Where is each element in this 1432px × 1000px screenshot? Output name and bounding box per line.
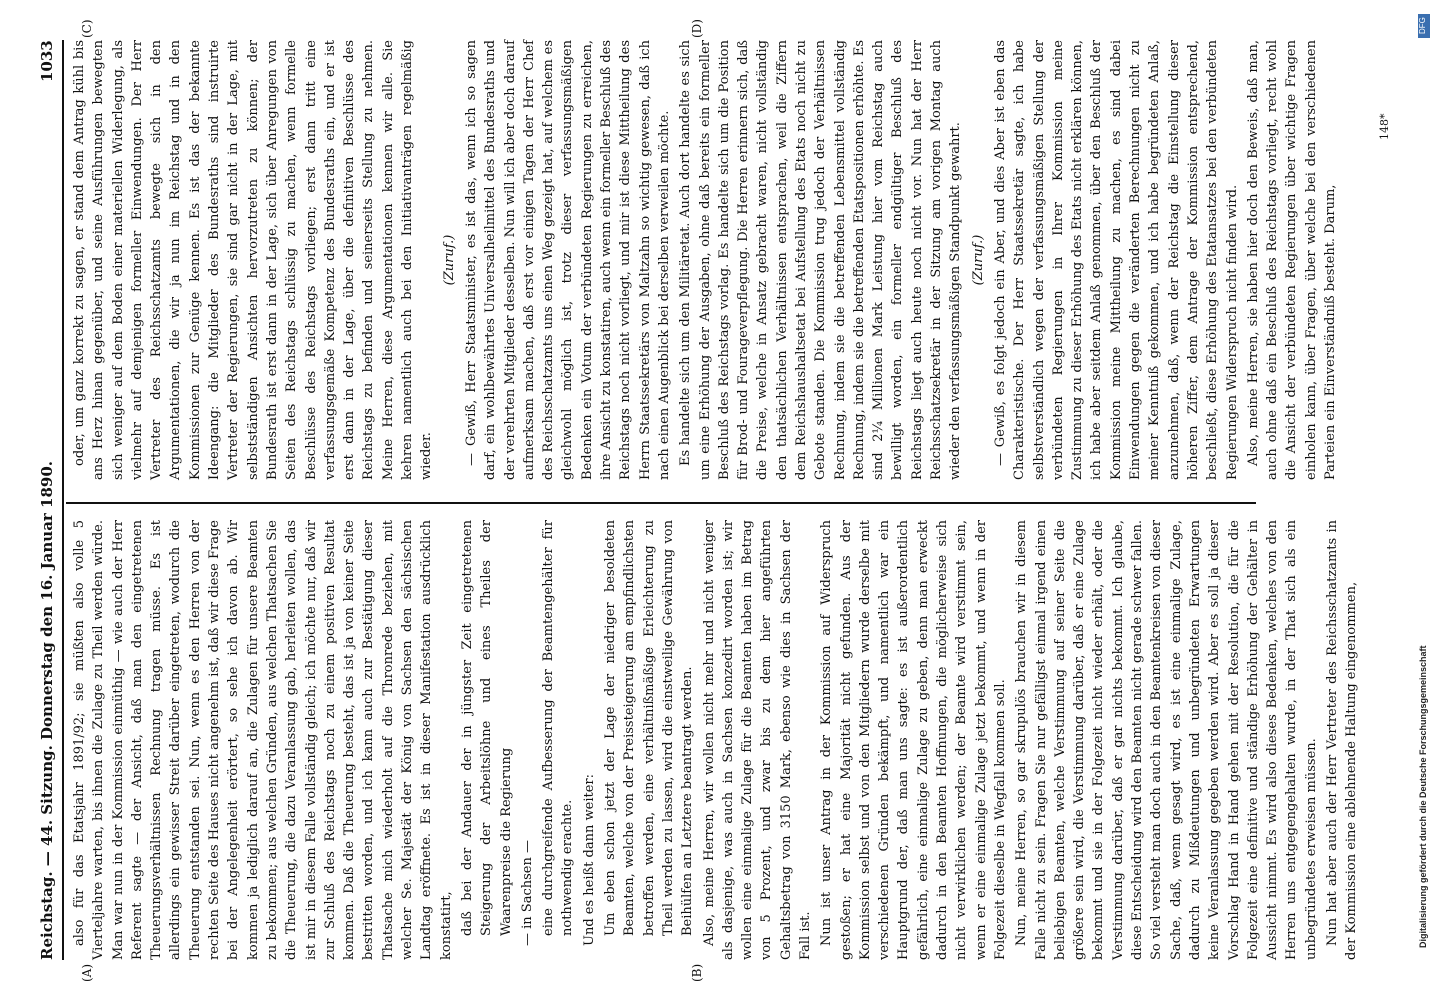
paragraph: Nun hat aber auch der Herr Vertreter des Reichsschatzamts in der Kommission eine ablehnende Haltung eingenommen, — [1325, 520, 1360, 960]
right-column — [70, 40, 1340, 480]
paragraph: — Gewiß, es folgt jedoch ein Aber, und dies Aber ist eben das Charakteristische. Der Herr Staatssekretär sagte, ich habe selbstverständlich wegen der verfassungsmäßigen Stellung der verbündeten Regierungen in Ihrer Kommission meine Zustimmung zu dieser Erhöhung des Etats nicht erklären können, ich habe aber seitdem Anlaß genommen, über den Beschluß der Kommission meine Mittheilung zu machen, es sind dabei Einwendungen gegen die veränderten Berechnungen nicht zu meiner Kenntniß gekommen, und ich habe begründeten Anlaß, anzunehmen, daß, wenn der Reichstag die Einstellung dieser höheren Ziffer, dem Antrage der Kommission entsprechend, beschließt, diese Erhöhung des Etatansatzes bei den verbündeten Regierungen Widerspruch nicht finden wird. — [992, 40, 1240, 480]
funding-note: Digitalisierung gefördert durch die Deutsche Forschungsgemeinschaft — [1418, 645, 1428, 948]
margin-mark-d: (D) — [690, 19, 704, 38]
left-column — [70, 520, 1360, 960]
paragraph: Nun, meine Herren, so gar skrupulös brauchen wir in diesem Falle nicht zu sein. Fragen Sie nur gefälligst einmal irgend einen beliebigen Beamten, welche Verstimmung auf seiner Seite die größere sein wird, die Verstimmung darüber, daß er eine Zulage bekommt und sie in der Folgezeit nicht wieder erhält, oder die Verstimmung darüber, daß er gar nichts bekommt. Ich glaube, diese Entscheidung wird den Beamten nicht gerade schwer fallen. So viel versteht man doch auch in den Beamtenkreisen von dieser Sache, daß, wenn gesagt wird, es ist eine einmalige Zulage, dadurch zu Mißdeutungen und unbegründeten Erwartungen keine Veranlassung gegeben werden wird. Aber es soll ja dieser Vorschlag Hand in Hand gehen mit der Resolution, die für die Folgezeit eine definitive und ständige Erhöhung der Gehälter in Aussicht nimmt. Es wird also dieses Bedenken, welches von den Herren uns entgegengehalten wurde, in der That sich als ein unbegründetes erweisen müssen. — [1014, 520, 1319, 960]
paragraph: — Gewiß, Herr Staatsminister, es ist das, wenn ich so sagen darf, ein wohlbewährtes Universalheilmittel des Bundesraths und der verehrten Mitglieder desselben. Nun will ich aber doch darauf aufmerksam machen, daß erst vor einigen Tagen der Herr Chef des Reichsschatzamts uns einen Weg gezeigt hat, auf welchem es gleichwohl möglich ist, trotz dieser verfassungsmäßigen Bedenken ein Votum der verbündeten Regierungen zu erreichen, ihre Ansicht zu konstatiren, auch wenn ein formeller Beschluß des Reichstags noch nicht vorliegt, und mir ist diese Mittheilung des Herrn Staatssekretärs von Maltzahn so wichtig gewesen, daß ich nach einen Augenblick bei derselben verweilen möchte. — [463, 40, 672, 480]
paragraph: Also, meine Herren, sie haben hier doch den Beweis, daß man, auch ohne daß ein Beschluß des Reichstags vorliegt, recht wohl die Ansicht der verbündeten Regierungen über wichtige Fragen einholen kann, über Fragen, über welche bei den verschiedenen Parteien ein Einverständniß besteht. Darum, — [1245, 40, 1338, 480]
dfg-logo: DFG — [1418, 14, 1430, 38]
margin-mark-c: (C) — [80, 19, 94, 38]
quotation: Um eben schon jetzt der Lage der niedriger besoldeten Beamten, welche von der Preissteigerung am empfindlichsten betroffen werden, eine verhältnißmäßige Erleichterung zu Theil werden zu lassen, wird die einstweilige Gewährung von Beihülfen an Letztere beantragt werden. — [603, 520, 696, 936]
page-header — [30, 0, 70, 1000]
paragraph: Es handelte sich um den Militäretat. Auch dort handelte es sich um eine Erhöhung der Ausgaben, ohne daß bereits ein formeller Beschluß des Reichstags vorlag. Es handelte sich um die Position für Brod- und Fourageverpflegung. Die Herren erinnern sich, daß die Preise, welche in Ansatz gebracht waren, nicht vollständig den thatsächlichen Verhältnissen entsprachen, weil die Ziffern dem Reichshaushaltsetat bei Aufstellung des Etats noch nicht zu Gebote standen. Die Kommission trug jedoch der Verhältnissen Rechnung, indem sie die betreffenden Lebensmittel vollständig Rechnung, indem sie die betreffenden Etatspositionen erhöhte. Es sind 2¼ Millionen Mark Leistung hier vom Reichstag auch bewilligt worden, ein formeller endgültiger Beschluß des Reichstags liegt auch heute noch nicht vor. Nun hat der Herr Reichsschatzsekretär in der Sitzung am vorigen Montag auch wieder den verfassungsmäßigen Standpunkt gewahrt. — [678, 40, 964, 480]
paragraph: oder, um ganz korrekt zu sagen, er stand dem Antrag kühl bis ans Herz hinan gegenüber, und seine Ausführungen bewegten sich weniger auf dem Boden einer materiellen Widerlegung, als vielmehr auf demjenigen formeller Einwendungen. Der Herr Vertreter des Reichsschatzamts bewegte sich in den Argumentationen, die wir ja nun im Reichstag und in den Kommissionen zur Genüge kennen. Es ist das der bekannte Ideengang: die Mitglieder des Bundesraths sind instruirte Vertreter der Regierungen, sie sind gar nicht in der Lage, mit selbstständigen Ansichten hervorzutreten zu können; der Bundesrath ist erst dann in der Lage, sich über Anregungen von Seiten des Reichstags schlüssig zu machen, wenn formelle Beschlüsse des Reichstags vorliegen; erst dann tritt eine verfassungsgemäße Kompetenz des Bundesraths ein, und er ist erst dann in der Lage, über die definitiven Beschlüsse des Reichstags zu befinden und seinerseits Stellung zu nehmen. Meine Herren, diese Argumentationen kennen wir alle. Sie kehren namentlich auch bei den Initiativanträgen regelmäßig wieder. — [72, 40, 435, 480]
quotation: eine durchgreifende Aufbesserung der Beamtengehälter für nothwendig erachte. — [541, 520, 576, 936]
quotation: daß bei der Andauer der in jüngster Zeit eingetretenen Steigerung der Arbeitslöhne und eines Theiles der Waarenpreise die Regierung — [459, 520, 514, 936]
margin-mark-a: (A) — [80, 963, 94, 982]
page-number: 1033 — [38, 40, 56, 82]
interjection: — in Sachsen — — [519, 840, 535, 946]
paragraph: also für das Etatsjahr 1891/92; sie müßten also volle 5 Vierteljahre warten, bis ihnen die Zulage zu Theil werden würde. Man war nun in der Kommission einmüthig — wie auch der Herr Referent sagte — der Ansicht, daß man den eingetretenen Theuerungsverhältnissen Rechnung tragen müsse. Es ist allerdings ein gewisser Streit darüber eingetreten, wodurch die Theuerung entstanden sei. Nun, wenn es den Herren von der rechten Seite des Hauses nicht angenehm ist, daß wir diese Frage bei der Angelegenheit erörtert, so sehe ich davon ab. Wir kommen ja lediglich darauf an, die Zulagen für unsere Beamten zu bekommen; aus welchen Gründen, aus welchen Thatsachen Sie die Theuerung, die dazu Veranlassung gab, herleiten wollen, das ist mir in diesem Falle vollständig gleich; ich möchte nur, daß wir zur Schluß des Reichstags noch zu einem positiven Resultat kommen. Daß die Theuerung besteht, das ist ja von keiner Seite bestritten worden, und ich kann auch zur Bestätigung dieser Thatsache mich wiederholt auf die Thronrede beziehen, mit welcher Se. Majestät der König von Sachsen den sächsischen Landtag eröffnete. Es ist in dieser Manifestation ausdrücklich konstatirt, — [72, 520, 454, 960]
paragraph: Nun ist unser Antrag in der Kommission auf Widerspruch gestoßen; er hat eine Majorität nicht gefunden. Aus der Kommission selbst und von den Mitgliedern wurde derselbe mit verschiedenen Gründen bekämpft, und namentlich war ein Hauptgrund der, daß man uns sagte: es ist außerordentlich gefährlich, eine einmalige Zulage zu geben, denn man erweckt dadurch in den Beamten Hoffnungen, die möglicherweise sich nicht verwirklichen werden; der Beamte wird verstimmt sein, wenn er eine einmalige Zulage jetzt bekommt, und wenn in der Folgezeit dieselbe in Wegfall kommen soll. — [819, 520, 1008, 960]
header-rule — [62, 40, 64, 960]
interjection: (Zuruf.) — [970, 234, 986, 286]
paragraph: Also, meine Herren, wir wollen nicht mehr und nicht weniger als dasjenige, was auch in Sachsen konzedirt worden ist; wir wollen eine einmalige Zulage für die Beamten haben im Betrag von 5 Prozent, und zwar bis zu dem hier angeführten Gehaltsbetrag von 3150 Mark, ebenso wie dies in Sachsen der Fall ist. — [701, 520, 813, 960]
running-head: Reichstag. — 44. Sitzung. Donnerstag den 16. Januar 1890. — [38, 460, 56, 960]
column-rule — [66, 502, 1256, 504]
signature-mark: 148* — [1378, 113, 1391, 140]
paragraph: Und es heißt dann weiter: — [581, 774, 597, 946]
margin-mark-b: (B) — [690, 963, 704, 982]
interjection: (Zuruf.) — [441, 234, 457, 286]
